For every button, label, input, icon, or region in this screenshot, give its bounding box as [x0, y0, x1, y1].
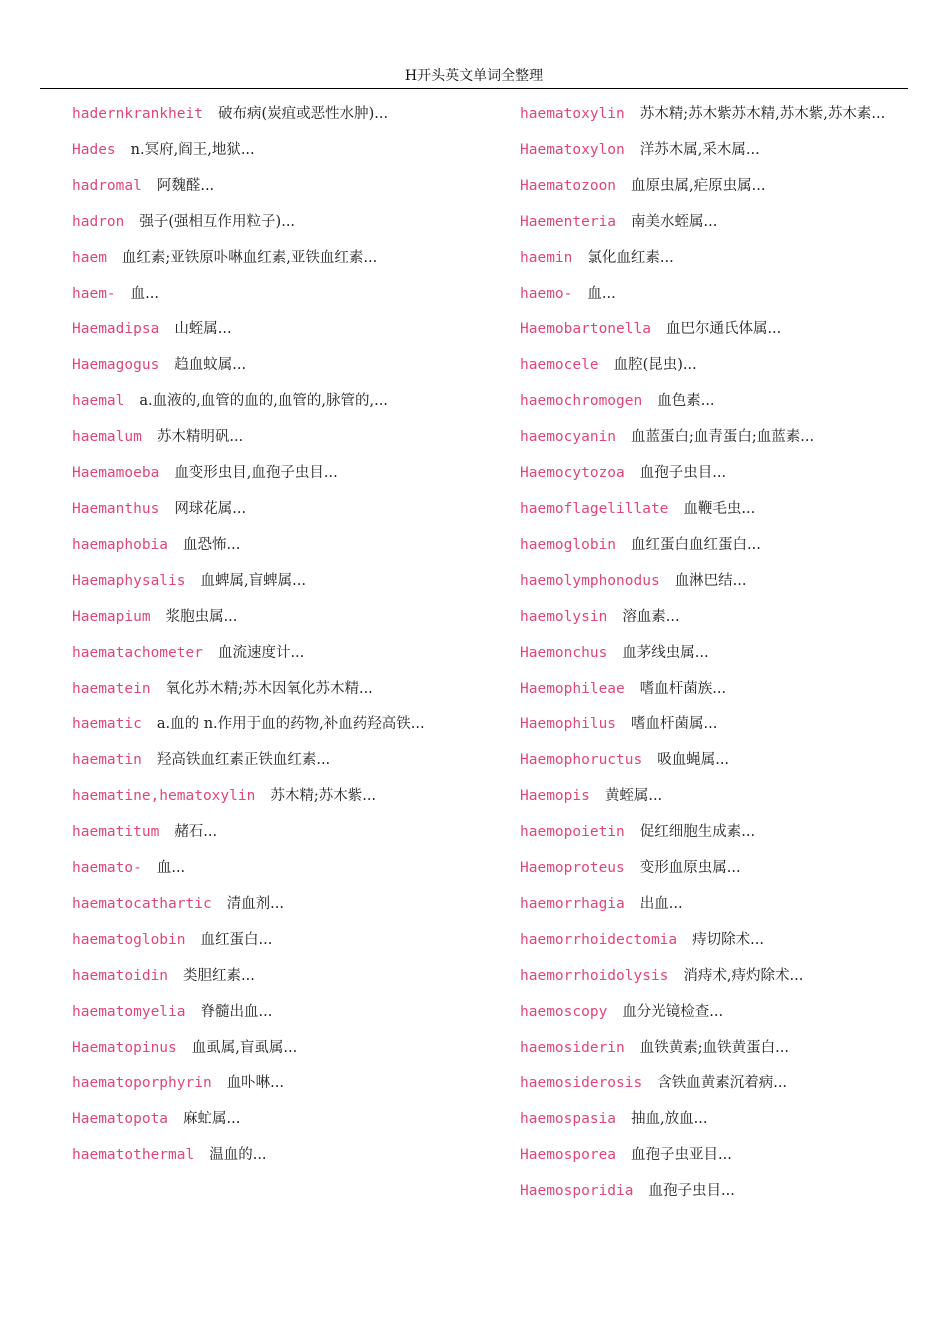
- entry-word: Haemapium: [72, 608, 151, 625]
- entry-word: haematomyelia: [72, 1003, 186, 1020]
- dictionary-entry: [520, 600, 904, 636]
- entry-definition: 血恐怖...: [183, 536, 241, 553]
- dictionary-entry: [520, 851, 904, 887]
- dictionary-entry: [520, 528, 904, 564]
- entry-definition: 温血的...: [209, 1147, 267, 1164]
- dictionary-entry: [72, 420, 450, 456]
- dictionary-entry: [72, 241, 450, 277]
- entry-definition: 脊髓出血...: [200, 1003, 273, 1020]
- entry-definition: 血色素...: [657, 393, 715, 410]
- entry-word: haemopoietin: [520, 824, 625, 841]
- entry-definition: 抽血,放血...: [631, 1111, 708, 1128]
- dictionary-entry: [520, 384, 904, 420]
- entry-definition: 溶血素...: [622, 608, 680, 625]
- entry-word: haem: [72, 249, 107, 266]
- dictionary-entry: [520, 672, 904, 708]
- entry-word: haemaphobia: [72, 536, 169, 553]
- dictionary-entry: [520, 815, 904, 851]
- entry-definition: 血孢子虫目...: [648, 1183, 735, 1200]
- entry-definition: 赭石...: [174, 824, 218, 841]
- entry-word: Haematoxylon: [520, 141, 625, 158]
- entry-definition: 苏木精;苏木紫...: [270, 788, 377, 805]
- dictionary-entry: [520, 456, 904, 492]
- dictionary-entry: [72, 492, 450, 528]
- dictionary-entry: [520, 241, 904, 277]
- entry-word: haematitum: [72, 824, 160, 841]
- entry-word: Haemophoructus: [520, 752, 643, 769]
- entry-definition: 血...: [587, 285, 616, 302]
- entry-word: haemorrhoidolysis: [520, 967, 669, 984]
- entry-definition: 促红细胞生成素...: [639, 824, 756, 841]
- entry-definition: 血淋巴结...: [674, 572, 747, 589]
- dictionary-entry: [72, 277, 450, 313]
- entry-word: haematachometer: [72, 644, 203, 661]
- entry-definition: 羟高铁血红素正铁血红素...: [156, 752, 331, 769]
- entry-definition: 血孢子虫亚目...: [631, 1147, 732, 1164]
- dictionary-entry: [72, 995, 450, 1031]
- dictionary-entry: [72, 1102, 450, 1138]
- entry-word: hadromal: [72, 177, 142, 194]
- entry-definition: 山蛭属...: [174, 321, 232, 338]
- dictionary-entry: [72, 97, 450, 133]
- dictionary-entry: [520, 169, 904, 205]
- entry-word: haemolysin: [520, 608, 608, 625]
- entry-word: Haemonchus: [520, 644, 608, 661]
- dictionary-entry: [72, 851, 450, 887]
- entry-definition: 变形血原虫属...: [639, 860, 741, 877]
- entry-word: Haemanthus: [72, 500, 160, 517]
- dictionary-entry: [72, 779, 450, 815]
- dictionary-entry: [520, 887, 904, 923]
- entry-word: Haementeria: [520, 213, 617, 230]
- entry-word: hadernkrankheit: [72, 106, 203, 122]
- entry-definition: 血...: [156, 860, 186, 877]
- left-column: [72, 97, 450, 1174]
- entry-definition: 血原虫属,疟原虫属...: [631, 177, 766, 194]
- entry-word: haem-: [72, 285, 116, 302]
- entry-definition: 破布病(炭疽或恶性水肿)...: [217, 106, 389, 122]
- entry-definition: 血铁黄素;血铁黄蛋白...: [639, 1039, 789, 1056]
- entry-word: haematoporphyrin: [72, 1075, 212, 1092]
- dictionary-entry: [520, 636, 904, 672]
- dictionary-entry: [72, 707, 450, 743]
- entry-definition: 血巴尔通氏体属...: [665, 321, 782, 338]
- entry-definition: 血卟啉...: [226, 1075, 285, 1092]
- entry-definition: 趋血蚊属...: [174, 357, 247, 374]
- entry-definition: 血变形虫目,血孢子虫目...: [174, 465, 338, 482]
- entry-word: haemocyanin: [520, 429, 617, 446]
- dictionary-entry: [72, 1031, 450, 1067]
- entry-definition: 血分光镜检查...: [622, 1003, 724, 1020]
- dictionary-entry: [72, 923, 450, 959]
- dictionary-entry: [72, 384, 450, 420]
- entry-definition: 消痔术,痔灼除术...: [683, 967, 804, 984]
- entry-definition: 清血剂...: [226, 895, 285, 912]
- dictionary-entry: [520, 923, 904, 959]
- entry-word: Haemoproteus: [520, 860, 625, 877]
- entry-word: haemosiderosis: [520, 1075, 643, 1092]
- entry-word: haemorrhagia: [520, 895, 625, 912]
- entry-word: haematoglobin: [72, 931, 186, 948]
- dictionary-entry: [72, 636, 450, 672]
- entry-word: haemorrhoidectomia: [520, 931, 678, 948]
- entry-word: haemochromogen: [520, 393, 643, 410]
- entry-word: Haemadipsa: [72, 321, 160, 338]
- entry-word: haemoscopy: [520, 1003, 608, 1020]
- entry-definition: 出血...: [639, 895, 683, 912]
- dictionary-entry: [72, 887, 450, 923]
- entry-definition: 血虱属,盲虱属...: [191, 1039, 298, 1056]
- entry-definition: n.冥府,阎王,地狱...: [130, 141, 255, 158]
- entry-definition: 血蜱属,盲蜱属...: [200, 572, 306, 589]
- entry-definition: 血腔(昆虫)...: [613, 357, 697, 374]
- dictionary-entry: [72, 600, 450, 636]
- entry-word: haematein: [72, 680, 151, 697]
- entry-word: Haematozoon: [520, 177, 617, 194]
- dictionary-entry: [72, 564, 450, 600]
- entry-definition: 痔切除术...: [692, 931, 764, 948]
- entry-word: haematin: [72, 752, 142, 769]
- entry-word: haematothermal: [72, 1147, 195, 1164]
- entry-word: haemocele: [520, 357, 599, 374]
- entry-word: haemospasia: [520, 1111, 617, 1128]
- dictionary-entry: [72, 312, 450, 348]
- entry-definition: 血...: [130, 285, 159, 302]
- dictionary-entry: [520, 707, 904, 743]
- entry-definition: 血红素;亚铁原卟啉血红素,亚铁血红素...: [121, 249, 378, 266]
- entry-word: Haemamoeba: [72, 465, 160, 482]
- dictionary-entry: [72, 959, 450, 995]
- dictionary-entry: [520, 420, 904, 456]
- entry-definition: 血茅线虫属...: [622, 644, 709, 661]
- dictionary-entry: [520, 743, 904, 779]
- entry-word: haemin: [520, 249, 573, 266]
- dictionary-entry: [520, 277, 904, 313]
- entry-word: Haemobartonella: [520, 321, 651, 338]
- entry-definition: 吸血蝇属...: [657, 752, 730, 769]
- entry-definition: 血红蛋白...: [200, 931, 273, 948]
- entry-definition: 洋苏木属,采木属...: [639, 141, 760, 158]
- entry-word: haematoidin: [72, 967, 169, 984]
- dictionary-entry: [520, 995, 904, 1031]
- dictionary-entry: [520, 779, 904, 815]
- entry-definition: 网球花属...: [174, 500, 247, 517]
- entry-word: Haemosporea: [520, 1147, 617, 1164]
- dictionary-entry: [520, 1031, 904, 1067]
- right-column: [520, 97, 904, 1210]
- entry-word: haemato-: [72, 860, 142, 877]
- entry-word: haematoxylin: [520, 106, 625, 122]
- entry-definition: 苏木精;苏木紫苏木精,苏木紫,苏木素...: [639, 106, 886, 122]
- entry-word: hadron: [72, 213, 125, 230]
- entry-definition: 黄蛭属...: [604, 788, 663, 805]
- dictionary-entry: [72, 815, 450, 851]
- dictionary-entry: [72, 1066, 450, 1102]
- entry-word: haemosiderin: [520, 1039, 625, 1056]
- entry-word: Hades: [72, 141, 116, 158]
- entry-definition: a.血的 n.作用于血的药物,补血药羟高铁...: [156, 716, 425, 733]
- entry-definition: 浆胞虫属...: [165, 608, 238, 625]
- dictionary-entry: [72, 672, 450, 708]
- entry-word: Haemophileae: [520, 680, 625, 697]
- page-header: H开头英文单词全整理: [404, 68, 544, 84]
- entry-word: Haemagogus: [72, 357, 160, 374]
- header-rule: [40, 88, 908, 89]
- entry-definition: 血鞭毛虫...: [683, 500, 756, 517]
- entry-word: haemal: [72, 393, 125, 410]
- entry-word: Haemaphysalis: [72, 572, 186, 589]
- entry-definition: 阿魏醛...: [156, 177, 215, 194]
- dictionary-entry: [72, 169, 450, 205]
- entry-word: haemalum: [72, 429, 142, 446]
- dictionary-entry: [72, 205, 450, 241]
- dictionary-entry: [520, 1138, 904, 1174]
- entry-definition: 南美水蛭属...: [631, 213, 718, 230]
- entry-word: Haematopota: [72, 1111, 169, 1128]
- entry-definition: 氯化血红素...: [587, 249, 674, 266]
- entry-word: Haematopinus: [72, 1039, 177, 1056]
- dictionary-entry: [520, 97, 904, 133]
- entry-definition: 含铁血黄素沉着病...: [657, 1075, 788, 1092]
- dictionary-entry: [520, 133, 904, 169]
- entry-word: haematic: [72, 716, 142, 733]
- dictionary-entry: [520, 1174, 904, 1210]
- entry-definition: 血孢子虫目...: [639, 465, 727, 482]
- entry-word: haemoflagelillate: [520, 500, 669, 517]
- entry-definition: 强子(强相互作用粒子)...: [139, 213, 296, 230]
- entry-definition: 氧化苏木精;苏木因氧化苏木精...: [165, 680, 373, 697]
- entry-word: Haemophilus: [520, 716, 617, 733]
- dictionary-entry: [72, 348, 450, 384]
- entry-word: Haemosporidia: [520, 1183, 634, 1200]
- dictionary-entry: [520, 1102, 904, 1138]
- entry-word: haematocathartic: [72, 895, 212, 912]
- dictionary-entry: [520, 1066, 904, 1102]
- dictionary-entry: [520, 492, 904, 528]
- entry-definition: 苏木精明矾...: [156, 429, 244, 446]
- entry-definition: 血流速度计...: [217, 644, 305, 661]
- entry-word: haematine,hematoxylin: [72, 788, 256, 805]
- dictionary-entry: [520, 348, 904, 384]
- dictionary-entry: [520, 959, 904, 995]
- entry-word: Haemocytozoa: [520, 465, 625, 482]
- dictionary-entry: [72, 1138, 450, 1174]
- entry-definition: 嗜血杆菌族...: [639, 680, 727, 697]
- entry-word: Haemopis: [520, 788, 590, 805]
- entry-definition: 麻虻属...: [183, 1111, 241, 1128]
- dictionary-entry: [72, 456, 450, 492]
- entry-word: haemoglobin: [520, 536, 617, 553]
- entry-definition: a.血液的,血管的血的,血管的,脉管的,...: [139, 393, 388, 410]
- dictionary-entry: [72, 528, 450, 564]
- dictionary-entry: [72, 133, 450, 169]
- entry-definition: 类胆红素...: [183, 967, 255, 984]
- entry-definition: 嗜血杆菌属...: [631, 716, 718, 733]
- entry-definition: 血红蛋白血红蛋白...: [631, 536, 761, 553]
- dictionary-entry: [520, 205, 904, 241]
- entry-word: haemo-: [520, 285, 573, 302]
- dictionary-entry: [72, 743, 450, 779]
- dictionary-entry: [520, 312, 904, 348]
- dictionary-entry: [520, 564, 904, 600]
- entry-word: haemolymphonodus: [520, 572, 660, 589]
- entry-definition: 血蓝蛋白;血青蛋白;血蓝素...: [631, 429, 815, 446]
